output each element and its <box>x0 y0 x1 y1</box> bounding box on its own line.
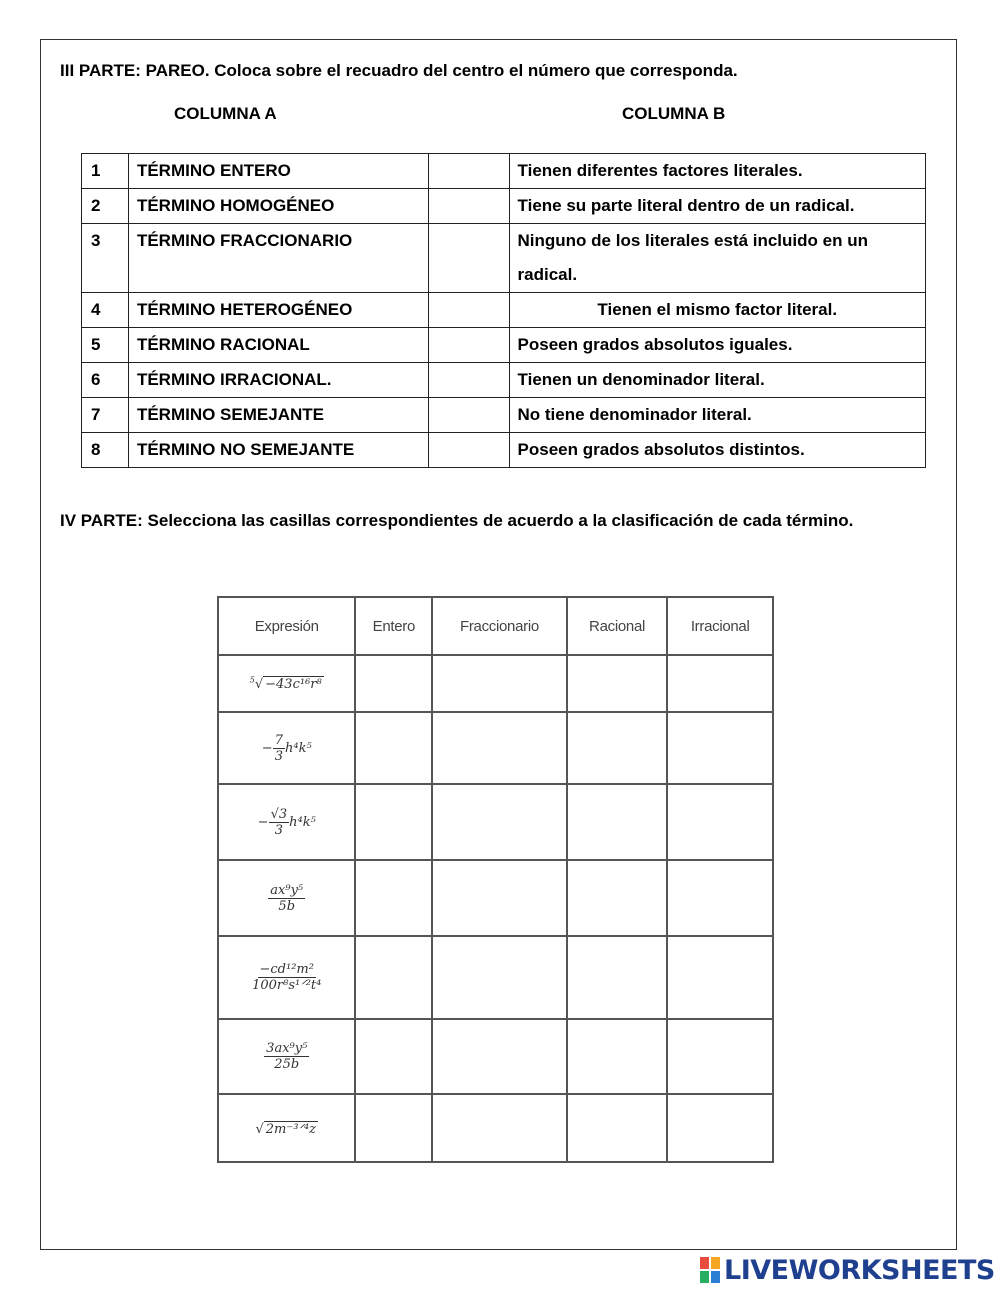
expression-cell <box>218 860 355 936</box>
checkbox-racional[interactable] <box>567 1019 668 1094</box>
answer-box-6[interactable] <box>428 363 509 398</box>
expression: $\frac{\text{−cd¹²m²}}{\text{100r⁸s¹ᐟ²t⁴}}$ <box>252 962 322 993</box>
answer-box-8[interactable] <box>428 433 509 468</box>
expression: $\frac{\text{ax⁹y⁵}}{5b}$ <box>270 882 304 914</box>
checkbox-fraccionario[interactable] <box>432 784 567 860</box>
answer-box-4[interactable] <box>428 293 509 328</box>
liveworksheets-logo <box>700 1255 995 1285</box>
column-a-heading: COLUMNA A <box>174 104 277 123</box>
expression-cell <box>218 784 355 860</box>
table-row <box>218 712 773 784</box>
expression-cell <box>218 936 355 1019</box>
table-row <box>82 433 926 468</box>
row-number: 2 <box>82 189 129 224</box>
term-label: TÉRMINO RACIONAL <box>128 328 428 363</box>
checkbox-irracional[interactable] <box>667 712 773 784</box>
checkbox-irracional[interactable] <box>667 936 773 1019</box>
term-label: TÉRMINO HOMOGÉNEO <box>128 189 428 224</box>
header-irracional: Irracional <box>667 597 773 655</box>
checkbox-entero[interactable] <box>355 712 432 784</box>
table-row <box>218 860 773 936</box>
row-number: 1 <box>82 154 129 189</box>
table-row <box>82 398 926 433</box>
checkbox-entero[interactable] <box>355 655 432 712</box>
expression-cell <box>218 655 355 712</box>
table-row <box>82 224 926 293</box>
description: Ninguno de los literales está incluido en un radical. <box>509 224 925 293</box>
header-entero: Entero <box>355 597 432 655</box>
table-row <box>218 936 773 1019</box>
description: No tiene denominador literal. <box>509 398 925 433</box>
part4-title: IV PARTE: Selecciona las casillas correspondientes de acuerdo a la clasificación de cada término. <box>60 511 854 530</box>
checkbox-entero[interactable] <box>355 1019 432 1094</box>
description: Tienen el mismo factor literal. <box>509 293 925 328</box>
header-racional: Racional <box>567 597 668 655</box>
matching-table <box>81 153 926 468</box>
header-fraccionario: Fraccionario <box>432 597 567 655</box>
expression: $\frac{\text{3ax⁹y⁵}}{25b}$ <box>266 1041 308 1072</box>
row-number: 8 <box>82 433 129 468</box>
expression-cell <box>218 1019 355 1094</box>
classification-table <box>217 596 774 1163</box>
checkbox-racional[interactable] <box>567 784 668 860</box>
table-row <box>82 363 926 398</box>
row-number: 7 <box>82 398 129 433</box>
logo-square-4 <box>711 1271 720 1283</box>
term-label: TÉRMINO HETEROGÉNEO <box>128 293 428 328</box>
checkbox-racional[interactable] <box>567 655 668 712</box>
table-row <box>82 328 926 363</box>
term-label: TÉRMINO ENTERO <box>128 154 428 189</box>
answer-box-5[interactable] <box>428 328 509 363</box>
checkbox-fraccionario[interactable] <box>432 712 567 784</box>
expression-cell <box>218 712 355 784</box>
checkbox-racional[interactable] <box>567 860 668 936</box>
answer-box-1[interactable] <box>428 154 509 189</box>
table-row <box>82 293 926 328</box>
expression: √ 2m⁻³ᐟ⁴z <box>255 1121 316 1137</box>
column-b-heading: COLUMNA B <box>622 104 726 123</box>
expression-cell <box>218 1094 355 1162</box>
checkbox-racional[interactable] <box>567 712 668 784</box>
description: Poseen grados absolutos distintos. <box>509 433 925 468</box>
logo-mark-icon <box>700 1257 720 1283</box>
description: Poseen grados absolutos iguales. <box>509 328 925 363</box>
header-expresion: Expresión <box>218 597 355 655</box>
checkbox-irracional[interactable] <box>667 1094 773 1162</box>
table-row <box>218 784 773 860</box>
description: Tienen diferentes factores literales. <box>509 154 925 189</box>
checkbox-entero[interactable] <box>355 936 432 1019</box>
table-row <box>218 1019 773 1094</box>
checkbox-racional[interactable] <box>567 936 668 1019</box>
logo-text: LIVEWORKSHEETS <box>724 1254 995 1286</box>
term-label: TÉRMINO SEMEJANTE <box>128 398 428 433</box>
term-label: TÉRMINO FRACCIONARIO <box>128 224 428 293</box>
row-number: 6 <box>82 363 129 398</box>
table-row <box>218 1094 773 1162</box>
logo-square-3 <box>700 1271 709 1283</box>
term-label: TÉRMINO IRRACIONAL. <box>128 363 428 398</box>
checkbox-irracional[interactable] <box>667 1019 773 1094</box>
checkbox-irracional[interactable] <box>667 655 773 712</box>
row-number: 4 <box>82 293 129 328</box>
answer-box-7[interactable] <box>428 398 509 433</box>
table-row <box>82 154 926 189</box>
checkbox-fraccionario[interactable] <box>432 1019 567 1094</box>
header-row <box>218 597 773 655</box>
part3-title: III PARTE: PAREO. Coloca sobre el recuadro del centro el número que corresponda. <box>60 61 738 80</box>
logo-square-2 <box>711 1257 720 1269</box>
checkbox-irracional[interactable] <box>667 784 773 860</box>
row-number: 5 <box>82 328 129 363</box>
checkbox-fraccionario[interactable] <box>432 860 567 936</box>
checkbox-fraccionario[interactable] <box>432 1094 567 1162</box>
table-row <box>218 655 773 712</box>
term-label: TÉRMINO NO SEMEJANTE <box>128 433 428 468</box>
checkbox-fraccionario[interactable] <box>432 936 567 1019</box>
answer-box-2[interactable] <box>428 189 509 224</box>
checkbox-fraccionario[interactable] <box>432 655 567 712</box>
expression: $^5$√ −43c¹⁶r⁸ <box>249 675 322 692</box>
checkbox-irracional[interactable] <box>667 860 773 936</box>
logo-square-1 <box>700 1257 709 1269</box>
description: Tienen un denominador literal. <box>509 363 925 398</box>
description: Tiene su parte literal dentro de un radical. <box>509 189 925 224</box>
table-row <box>82 189 926 224</box>
checkbox-entero[interactable] <box>355 1094 432 1162</box>
expression: − $\frac{7}{3}$ h⁴k⁵ <box>261 732 312 764</box>
checkbox-racional[interactable] <box>567 1094 668 1162</box>
checkbox-entero[interactable] <box>355 784 432 860</box>
checkbox-entero[interactable] <box>355 860 432 936</box>
row-number: 3 <box>82 224 129 293</box>
answer-box-3[interactable] <box>428 224 509 293</box>
expression: − $\frac{√3}{3}$ h⁴k⁵ <box>257 806 316 838</box>
